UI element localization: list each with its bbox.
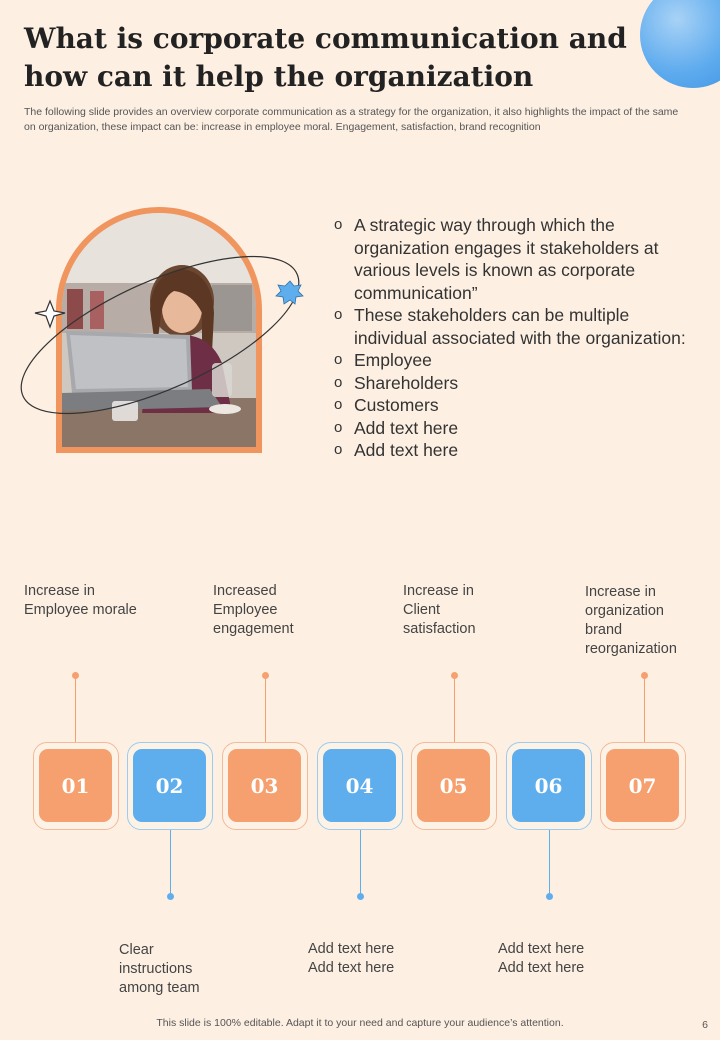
bullet-item — [334, 214, 694, 304]
step-box-02 — [127, 742, 213, 830]
step-box-03 — [222, 742, 308, 830]
footer-note: This slide is 100% editable. Adapt it to your need and capture your audience’s attention. — [156, 1017, 564, 1029]
step-number: 05 — [417, 749, 490, 822]
step-number: 01 — [39, 749, 112, 822]
step-number: 07 — [606, 749, 679, 822]
bullet-text: Customers — [354, 395, 439, 415]
connector-line — [265, 679, 266, 742]
step-box-05 — [411, 742, 497, 830]
connector-dot — [546, 893, 553, 900]
bullet-text: A strategic way through which the organization engages it stakeholders at various levels is known as corporate communication” — [354, 215, 659, 303]
step-label-01 — [24, 582, 174, 620]
connector-line — [75, 679, 76, 742]
page-title: What is corporate communication and how can it help the organization — [24, 22, 627, 93]
bullet-item — [334, 304, 694, 349]
step-box-04 — [317, 742, 403, 830]
connector-line — [454, 679, 455, 742]
step-box-01 — [33, 742, 119, 830]
connector-line — [549, 830, 550, 893]
bullet-marker: o — [334, 351, 343, 368]
bullet-text: Add text here — [354, 440, 459, 460]
step-label-text: Add text here Add text here — [308, 941, 395, 976]
step-number: 03 — [228, 749, 301, 822]
bullet-text: Shareholders — [354, 372, 459, 393]
bullet-list — [334, 214, 694, 462]
bullet-item — [334, 417, 694, 440]
step-label-06 — [498, 940, 638, 978]
connector-dot — [641, 672, 648, 679]
bullet-item — [334, 439, 694, 462]
connector-line — [360, 830, 361, 893]
step-label-03 — [213, 582, 363, 639]
bullet-marker: o — [334, 216, 343, 233]
step-label-text: Increase in Employee morale — [24, 583, 137, 618]
step-label-text: Increase in Client satisfaction — [403, 583, 476, 637]
photo-illustration — [10, 205, 310, 465]
bullet-text: Employee — [354, 350, 432, 370]
step-label-02 — [119, 941, 259, 998]
connector-dot — [451, 672, 458, 679]
bullet-item — [334, 394, 694, 417]
step-label-text: Clear instructions among team — [119, 942, 200, 996]
step-number: 06 — [512, 749, 585, 822]
connector-dot — [262, 672, 269, 679]
step-box-07 — [600, 742, 686, 830]
bullet-item — [334, 349, 694, 372]
connector-dot — [357, 893, 364, 900]
bullet-marker: o — [334, 396, 343, 413]
page-number: 6 — [702, 1019, 708, 1031]
connector-line — [644, 679, 645, 742]
connector-dot — [167, 893, 174, 900]
step-label-04 — [308, 940, 448, 978]
bullet-marker: o — [334, 418, 343, 436]
bullet-marker: o — [334, 373, 343, 391]
connector-line — [170, 830, 171, 893]
connector-dot — [72, 672, 79, 679]
bullet-text: These stakeholders can be multiple individual associated with the organization: — [354, 305, 686, 348]
step-label-text: Add text here Add text here — [498, 941, 585, 976]
step-label-text: Increase in organization brand reorganization — [585, 584, 677, 657]
step-number: 02 — [133, 749, 206, 822]
step-label-text: Increased Employee engagement — [213, 583, 294, 637]
orbit-decoration — [10, 205, 310, 465]
step-label-05 — [403, 582, 553, 639]
step-box-06 — [506, 742, 592, 830]
page-subtitle: The following slide provides an overview corporate communication as a strategy for the organization, it also highlights the impact of the same on organization, these impact can be: increase in employee moral. Engagement, satisfaction, brand recognition — [24, 106, 679, 133]
bullet-text: Add text here — [354, 417, 459, 438]
bullet-marker: o — [334, 441, 343, 458]
step-number: 04 — [323, 749, 396, 822]
step-label-07 — [585, 583, 715, 659]
bullet-marker: o — [334, 306, 343, 323]
bullet-item — [334, 372, 694, 395]
